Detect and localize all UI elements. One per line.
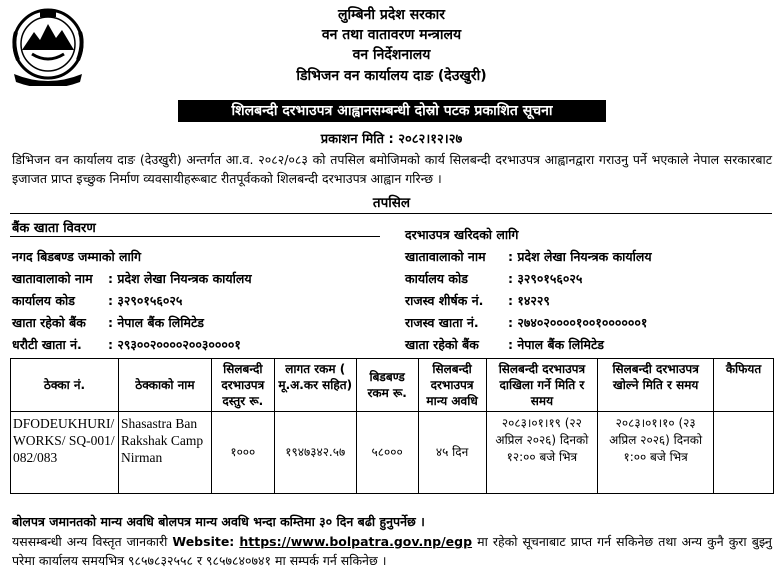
- divider: [10, 236, 380, 237]
- column-header: लागत रकम ( मू.अ.कर सहित): [274, 359, 356, 412]
- publish-date: प्रकाशन मिति : २०८२।१२।२७: [320, 132, 463, 147]
- contact-note: [12, 532, 772, 570]
- table-row: [11, 412, 774, 494]
- purchase-heading: दरभाउपत्र खरिदको लागि: [405, 227, 519, 242]
- header-office: डिभिजन वन कार्यालय दाङ (देउखुरी): [296, 68, 487, 84]
- bond-validity-note: बोलपत्र जमानतको मान्य अवधि बोलपत्र मान्य अवधि भन्दा कम्तिमा ३० दिन बढी हुनुपर्नेछ ।: [12, 514, 425, 529]
- cost-estimate: १९४७३४२.५७: [274, 412, 356, 494]
- purchase-value: : १४२२९: [508, 293, 550, 308]
- bank-label: धरौटी खाता नं.: [12, 337, 82, 352]
- divider: [10, 213, 772, 214]
- contract-name: Shasastra Ban Rakshak Camp Nirman: [118, 412, 211, 494]
- column-header: सिलबन्दी दरभाउपत्र दाखिला गर्ने मिति र समय: [486, 359, 598, 412]
- purchase-value: : ३२९०१५६०२५: [508, 271, 583, 286]
- purchase-label: खाता रहेको बैंक: [405, 337, 479, 352]
- tapasil-heading: तपसिल: [372, 195, 411, 211]
- purchase-value: : २७४०२००००१००१००००००१: [508, 315, 648, 330]
- purchase-label: खातावालाको नाम: [405, 249, 486, 264]
- column-header: बिडबण्ड रकम रू.: [356, 359, 418, 412]
- bid-validity: ४५ दिन: [418, 412, 486, 494]
- column-header: ठेक्का नं.: [11, 359, 119, 412]
- intro-paragraph: डिभिजन वन कार्यालय दाङ (देउखुरी) अन्तर्गत आ.व. २०८२/०८३ को तपसिल बमोजिमको कार्य सिलबन्दी दरभाउपत्र आह्वानद्वारा गराउनु पर्ने भएकाले नेपाल सरकारबाट इजाजत प्राप्त इच्छुक निर्माण व्यवसायीहरूबाट रीतपूर्वकको शिलबन्दी दरभाउपत्र आह्वान गरिन्छ ।: [12, 152, 772, 186]
- bank-value: : ३२९०१५६०२५: [108, 293, 183, 308]
- bid-bond-amount: ५८०००: [356, 412, 418, 494]
- bank-value: : प्रदेश लेखा नियन्त्रक कार्यालय: [108, 271, 252, 286]
- header-province: लुम्बिनी प्रदेश सरकार: [337, 7, 446, 23]
- column-header: सिलबन्दी दरभाउपत्र दस्तुर रू.: [211, 359, 274, 412]
- bank-value: : नेपाल बैंक लिमिटेड: [108, 315, 204, 330]
- header-ministry: वन तथा वातावरण मन्त्रालय: [321, 27, 462, 43]
- website-link[interactable]: https://www.bolpatra.gov.np/egp: [239, 534, 473, 549]
- table-header-row: [11, 359, 774, 412]
- bank-label: खातावालाको नाम: [12, 271, 93, 286]
- header-directorate: वन निर्देशनालय: [352, 47, 431, 63]
- contact-text: यससम्बन्धी अन्य विस्तृत जानकारी: [12, 534, 173, 549]
- bank-value: : २९३००२००००२००३००००१: [108, 337, 241, 352]
- document-fee: १०००: [211, 412, 274, 494]
- purchase-label: राजस्व खाता नं.: [405, 315, 479, 330]
- opening-date: २०८३।०१।१० (२३ अप्रिल २०२६) दिनको १:०० बजे भित्र: [598, 412, 714, 494]
- submission-date: २०८३।०१।१९ (२२ अप्रिल २०२६) दिनको १२:०० बजे भित्र: [486, 412, 598, 494]
- column-header: सिलबन्दी दरभाउपत्र खोल्ने मिति र समय: [598, 359, 714, 412]
- notice-title: शिलबन्दी दरभाउपत्र आह्वानसम्बन्धी दोस्रो पटक प्रकाशित सूचना: [178, 100, 606, 122]
- purchase-label: कार्यालय कोड: [405, 271, 468, 286]
- purchase-value: : नेपाल बैंक लिमिटेड: [508, 337, 604, 352]
- column-header: सिलबन्दी दरभाउपत्र मान्य अवधि: [418, 359, 486, 412]
- website-label: Website:: [172, 534, 235, 549]
- bank-label: खाता रहेको बैंक: [12, 315, 86, 330]
- bank-label: कार्यालय कोड: [12, 293, 75, 308]
- purchase-label: राजस्व शीर्षक नं.: [405, 293, 484, 308]
- tender-table: [10, 358, 774, 494]
- contact-text: मा रहेको सूचनाबाट प्राप्त गर्न सकिनेछ तथा अन्य कुनै कुरा बुझ्नु परेमा कार्यालय समयभित्र ९८५७८३२५५८ र ९८५७८४०७४१ मा सम्पर्क गर्न सकिनेछ ।: [12, 534, 772, 568]
- remarks: [714, 412, 774, 494]
- bank-sub-heading: नगद बिडबण्ड जम्माको लागि: [12, 249, 142, 264]
- contract-number: DFODEUKHURI/ WORKS/ SQ-001/ 082/083: [11, 412, 119, 494]
- purchase-value: : प्रदेश लेखा नियन्त्रक कार्यालय: [508, 249, 652, 264]
- column-header: ठेक्काको नाम: [118, 359, 211, 412]
- column-header: कैफियत: [714, 359, 774, 412]
- bank-heading: बैंक खाता विवरण: [12, 221, 96, 236]
